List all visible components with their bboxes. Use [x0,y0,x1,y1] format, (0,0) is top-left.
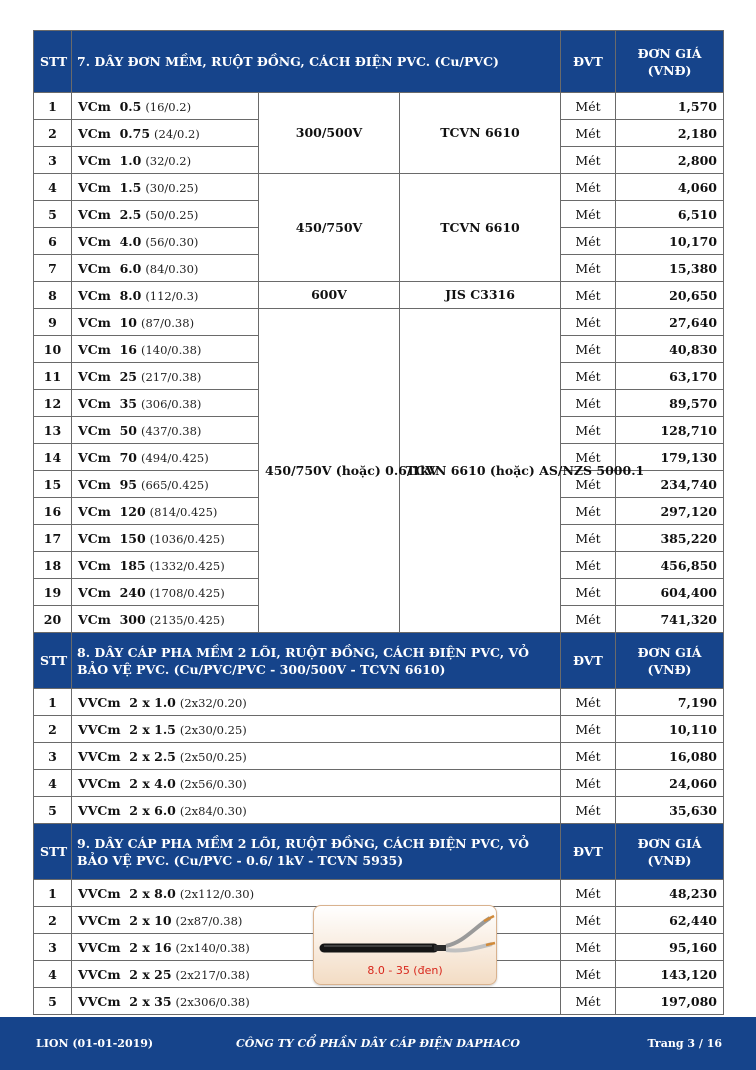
row-number: 17 [34,525,72,552]
table-row [34,93,724,120]
product-spec: (56/0.30) [145,234,199,249]
unit-cell: Mét [561,93,616,120]
section-8-title: 8. DÂY CÁP PHA MỀM 2 LÕI, RUỘT ĐỒNG, CÁCH ĐIỆN PVC, VỎ BẢO VỆ PVC. (Cu/PVC/PVC - 300/500V - TCVN 6610) [72,633,561,689]
product-code: VCm 10 [78,314,137,330]
stt-header: STT [34,633,72,689]
product-spec: (2x32/0.20) [179,695,247,710]
row-number: 5 [34,797,72,824]
price-cell: 234,740 [616,471,724,498]
table-row [34,797,724,824]
product-name-cell [72,255,259,282]
price-table-section-8 [33,632,724,824]
price-cell: 143,120 [616,961,724,988]
product-code: VVCm 2 x 25 [78,966,172,982]
price-cell: 15,380 [616,255,724,282]
product-name-cell [72,797,561,824]
unit-cell: Mét [561,552,616,579]
price-cell: 95,160 [616,934,724,961]
unit-cell: Mét [561,120,616,147]
unit-cell: Mét [561,228,616,255]
product-spec: (2x30/0.25) [179,722,247,737]
product-code: VVCm 2 x 1.5 [78,721,176,737]
row-number: 3 [34,147,72,174]
product-code: VCm 1.0 [78,152,142,168]
row-number: 19 [34,579,72,606]
product-spec: (16/0.2) [145,99,192,114]
row-number: 15 [34,471,72,498]
unit-cell: Mét [561,309,616,336]
product-name-cell [72,471,259,498]
unit-cell: Mét [561,444,616,471]
stt-header: STT [34,31,72,93]
table-row [34,880,724,907]
price-cell: 385,220 [616,525,724,552]
product-code: VCm 35 [78,395,137,411]
product-code: VCm 16 [78,341,137,357]
price-cell: 297,120 [616,498,724,525]
row-number: 4 [34,961,72,988]
price-cell: 2,180 [616,120,724,147]
product-name-cell [72,444,259,471]
price-cell: 741,320 [616,606,724,633]
price-cell: 27,640 [616,309,724,336]
row-number: 1 [34,689,72,716]
product-name-cell [72,552,259,579]
table-row [34,770,724,797]
product-spec: (50/0.25) [145,207,199,222]
unit-cell: Mét [561,255,616,282]
product-name-cell [72,120,259,147]
section-7-title: 7. DÂY ĐƠN MỀM, RUỘT ĐỒNG, CÁCH ĐIỆN PVC. (Cu/PVC) [72,31,561,93]
product-code: VVCm 2 x 16 [78,939,172,955]
price-cell: 48,230 [616,880,724,907]
table-row [34,689,724,716]
table-row [34,743,724,770]
product-name-cell [72,417,259,444]
product-spec: (2x56/0.30) [179,776,247,791]
row-number: 6 [34,228,72,255]
voltage-rating: 600V [259,282,400,309]
row-number: 2 [34,907,72,934]
footer-company: CÔNG TY CỔ PHẦN DÂY CÁP ĐIỆN DAPHACO [236,1037,520,1050]
product-code: VCm 8.0 [78,287,142,303]
unit-cell: Mét [561,934,616,961]
product-spec: (217/0.38) [140,369,202,384]
product-spec: (112/0.3) [145,288,199,303]
footer-page-number: Trang 3 / 16 [647,1037,722,1050]
product-code: VCm 4.0 [78,233,142,249]
product-spec: (87/0.38) [140,315,195,330]
unit-cell: Mét [561,174,616,201]
product-code: VVCm 2 x 1.0 [78,694,176,710]
row-number: 5 [34,988,72,1015]
product-code: VCm 25 [78,368,137,384]
product-name-cell [72,363,259,390]
unit-cell: Mét [561,579,616,606]
product-name-cell [72,336,259,363]
product-name-cell [72,282,259,309]
product-code: VVCm 2 x 35 [78,993,172,1009]
price-cell: 63,170 [616,363,724,390]
row-number: 7 [34,255,72,282]
price-cell: 35,630 [616,797,724,824]
footer-version: LION (01-01-2019) [36,1037,154,1050]
price-cell: 40,830 [616,336,724,363]
unit-cell: Mét [561,417,616,444]
row-number: 5 [34,201,72,228]
product-name-cell [72,309,259,336]
unit-cell: Mét [561,689,616,716]
product-name-cell [72,498,259,525]
product-spec: (2x84/0.30) [179,803,247,818]
product-spec: (24/0.2) [154,126,200,141]
product-name-cell [72,716,561,743]
product-code: VCm 2.5 [78,206,142,222]
product-spec: (2x306/0.38) [175,994,250,1009]
price-cell: 10,110 [616,716,724,743]
unit-cell: Mét [561,988,616,1015]
product-code: VCm 240 [78,584,146,600]
unit-cell: Mét [561,770,616,797]
product-name-cell [72,174,259,201]
unit-cell: Mét [561,961,616,988]
price-cell: 20,650 [616,282,724,309]
price-cell: 24,060 [616,770,724,797]
product-name-cell [72,390,259,417]
voltage-rating: 450/750V [259,174,400,282]
product-spec: (84/0.30) [145,261,199,276]
dvt-header: ĐVT [561,633,616,689]
unit-cell: Mét [561,907,616,934]
standard: JIS C3316 [400,282,561,309]
product-code: VVCm 2 x 6.0 [78,802,176,818]
row-number: 8 [34,282,72,309]
product-name-cell [72,201,259,228]
product-name-cell [72,988,561,1015]
price-cell: 89,570 [616,390,724,417]
row-number: 3 [34,934,72,961]
row-number: 4 [34,770,72,797]
product-name-cell [72,743,561,770]
product-spec: (2x112/0.30) [179,886,255,901]
unit-cell: Mét [561,743,616,770]
row-number: 18 [34,552,72,579]
section-9-title: 9. DÂY CÁP PHA MỀM 2 LÕI, RUỘT ĐỒNG, CÁCH ĐIỆN PVC, VỎ BẢO VỆ PVC. (Cu/PVC - 0.6/ 1kV - TCVN 5935) [72,824,561,880]
product-name-cell [72,689,561,716]
stt-header: STT [34,824,72,880]
unit-cell: Mét [561,498,616,525]
product-spec: (2x140/0.38) [175,940,250,955]
product-code: VCm 0.5 [78,98,142,114]
price-cell: 62,440 [616,907,724,934]
price-cell: 197,080 [616,988,724,1015]
product-code: VVCm 2 x 8.0 [78,885,176,901]
table-row [34,282,724,309]
voltage-rating: 450/750V (hoặc) 0.6/1kV [259,309,400,633]
product-spec: (814/0.425) [149,504,218,519]
table-row [34,716,724,743]
unit-cell: Mét [561,880,616,907]
section-9-header [34,824,724,880]
product-code: VVCm 2 x 4.0 [78,775,176,791]
product-code: VCm 120 [78,503,146,519]
row-number: 16 [34,498,72,525]
product-name-cell [72,880,561,907]
row-number: 3 [34,743,72,770]
page-footer [0,1017,756,1070]
price-cell: 1,570 [616,93,724,120]
row-number: 10 [34,336,72,363]
product-code: VCm 300 [78,611,146,627]
product-name-cell [72,93,259,120]
section-7-header [34,31,724,93]
standard: TCVN 6610 [400,93,561,174]
unit-cell: Mét [561,606,616,633]
price-cell: 128,710 [616,417,724,444]
product-spec: (32/0.2) [145,153,192,168]
table-row [34,174,724,201]
dvt-header: ĐVT [561,824,616,880]
product-name-cell [72,525,259,552]
product-name-cell [72,770,561,797]
product-spec: (1036/0.425) [149,531,225,546]
row-number: 20 [34,606,72,633]
product-spec: (1332/0.425) [149,558,225,573]
row-number: 2 [34,120,72,147]
product-spec: (437/0.38) [140,423,202,438]
product-spec: (30/0.25) [145,180,199,195]
unit-cell: Mét [561,471,616,498]
price-cell: 7,190 [616,689,724,716]
cable-product-image [313,905,497,985]
standard: TCVN 6610 [400,174,561,282]
row-number: 4 [34,174,72,201]
product-spec: (494/0.425) [140,450,209,465]
table-row [34,309,724,336]
price-cell: 2,800 [616,147,724,174]
product-code: VCm 185 [78,557,146,573]
product-code: VCm 70 [78,449,137,465]
row-number: 2 [34,716,72,743]
product-code: VCm 150 [78,530,146,546]
price-table-section-7 [33,30,724,633]
product-code: VCm 95 [78,476,137,492]
price-cell: 604,400 [616,579,724,606]
product-code: VCm 6.0 [78,260,142,276]
product-name-cell [72,606,259,633]
price-header: ĐƠN GIÁ (VNĐ) [616,31,724,93]
product-code: VVCm 2 x 10 [78,912,172,928]
unit-cell: Mét [561,201,616,228]
standard: TCVN 6610 (hoặc) AS/NZS 5000.1 [400,309,561,633]
row-number: 9 [34,309,72,336]
unit-cell: Mét [561,390,616,417]
row-number: 1 [34,93,72,120]
unit-cell: Mét [561,363,616,390]
unit-cell: Mét [561,282,616,309]
price-cell: 4,060 [616,174,724,201]
product-code: VVCm 2 x 2.5 [78,748,176,764]
product-spec: (1708/0.425) [149,585,225,600]
product-spec: (665/0.425) [140,477,209,492]
price-cell: 456,850 [616,552,724,579]
product-name-cell [72,147,259,174]
product-name-cell [72,579,259,606]
product-code: VCm 0.75 [78,125,151,141]
row-number: 13 [34,417,72,444]
row-number: 11 [34,363,72,390]
product-spec: (2x50/0.25) [179,749,247,764]
section-8-header [34,633,724,689]
product-spec: (2135/0.425) [149,612,225,627]
price-cell: 10,170 [616,228,724,255]
product-spec: (2x87/0.38) [175,913,243,928]
price-cell: 179,130 [616,444,724,471]
table-row [34,988,724,1015]
product-code: VCm 50 [78,422,137,438]
price-header: ĐƠN GIÁ (VNĐ) [616,824,724,880]
row-number: 12 [34,390,72,417]
unit-cell: Mét [561,336,616,363]
product-spec: (306/0.38) [140,396,202,411]
product-spec: (140/0.38) [140,342,202,357]
price-cell: 16,080 [616,743,724,770]
price-header: ĐƠN GIÁ (VNĐ) [616,633,724,689]
voltage-rating: 300/500V [259,93,400,174]
product-code: VCm 1.5 [78,179,142,195]
row-number: 1 [34,880,72,907]
unit-cell: Mét [561,147,616,174]
product-spec: (2x217/0.38) [175,967,250,982]
unit-cell: Mét [561,797,616,824]
unit-cell: Mét [561,525,616,552]
cable-image-caption: 8.0 - 35 (đen) [367,964,443,977]
dvt-header: ĐVT [561,31,616,93]
price-cell: 6,510 [616,201,724,228]
product-name-cell [72,228,259,255]
unit-cell: Mét [561,716,616,743]
row-number: 14 [34,444,72,471]
